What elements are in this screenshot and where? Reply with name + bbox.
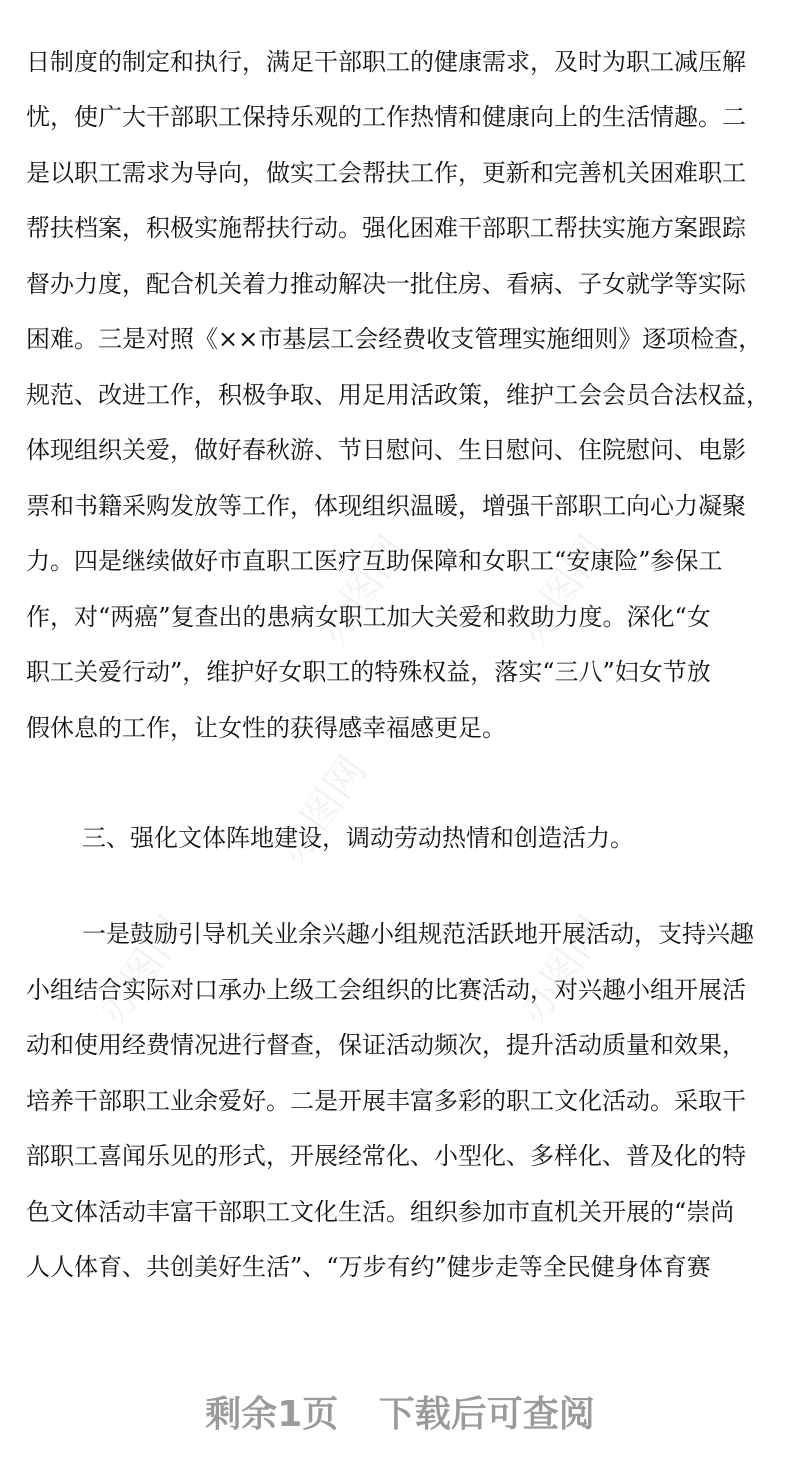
watermark-text: 办图网 xyxy=(509,528,617,653)
remaining-pages-label: 剩余1页 xyxy=(205,1394,339,1435)
text-line: 一是鼓励引导机关业余兴趣小组规范活跃地开展活动，支持兴趣 xyxy=(82,920,754,948)
text-line: 规范、改进工作，积极争取、用足用活政策，维护工会会员合法权益， xyxy=(26,381,770,409)
watermark-text: 办图网 xyxy=(269,748,377,873)
text-line: 培养干部职工业余爱好。二是开展丰富多彩的职工文化活动。采取干 xyxy=(26,1087,746,1115)
text-line: 作，对“两癌”复查出的患病女职工加大关爱和救助力度。深化“女 xyxy=(26,603,711,631)
text-line: 小组结合实际对口承办上级工会组织的比赛活动，对兴趣小组开展活 xyxy=(26,976,746,1004)
text-line: 假休息的工作，让女性的获得感幸福感更足。 xyxy=(26,714,506,742)
section-heading: 三、强化文体阵地建设，调动劳动热情和创造活力。 xyxy=(82,824,634,852)
text-line: 是以职工需求为导向，做实工会帮扶工作，更新和完善机关困难职工 xyxy=(26,159,746,187)
text-line: 督办力度，配合机关着力推动解决一批住房、看病、子女就学等实际 xyxy=(26,270,746,298)
text-line: 帮扶档案，积极实施帮扶行动。强化困难干部职工帮扶实施方案跟踪 xyxy=(26,214,746,242)
text-line: 忧，使广大干部职工保持乐观的工作热情和健康向上的生活情趣。二 xyxy=(26,103,746,131)
download-to-view-label[interactable]: 下载后可查阅 xyxy=(378,1394,595,1435)
watermark-text: 办图网 xyxy=(89,908,197,1033)
text-line: 日制度的制定和执行，满足干部职工的健康需求，及时为职工减压解 xyxy=(26,48,746,76)
text-line: 力。四是继续做好市直职工医疗互助保障和女职工“安康险”参保工 xyxy=(26,547,723,575)
download-prompt[interactable] xyxy=(0,1386,800,1437)
text-line: 动和使用经费情况进行督查，保证活动频次，提升活动质量和效果， xyxy=(26,1031,746,1059)
text-line: 体现组织关爱，做好春秋游、节日慰问、生日慰问、住院慰问、电影 xyxy=(26,436,746,464)
text-line: 色文体活动丰富干部职工文化生活。组织参加市直机关开展的“崇尚 xyxy=(26,1198,735,1226)
text-line: 票和书籍采购发放等工作，体现组织温暖，增强干部职工向心力凝聚 xyxy=(26,492,746,520)
text-line: 人人体育、共创美好生活”、“万步有约”健步走等全民健身体育赛 xyxy=(26,1253,711,1281)
text-line: 部职工喜闻乐见的形式，开展经常化、小型化、多样化、普及化的特 xyxy=(26,1142,746,1170)
text-line: 职工关爱行动”，维护好女职工的特殊权益，落实“三八”妇女节放 xyxy=(26,658,711,686)
watermark-text: 办图网 xyxy=(509,908,617,1033)
watermark-text: 办图网 xyxy=(309,528,417,653)
text-line: 困难。三是对照《××市基层工会经费收支管理实施细则》逐项检查， xyxy=(26,325,763,353)
